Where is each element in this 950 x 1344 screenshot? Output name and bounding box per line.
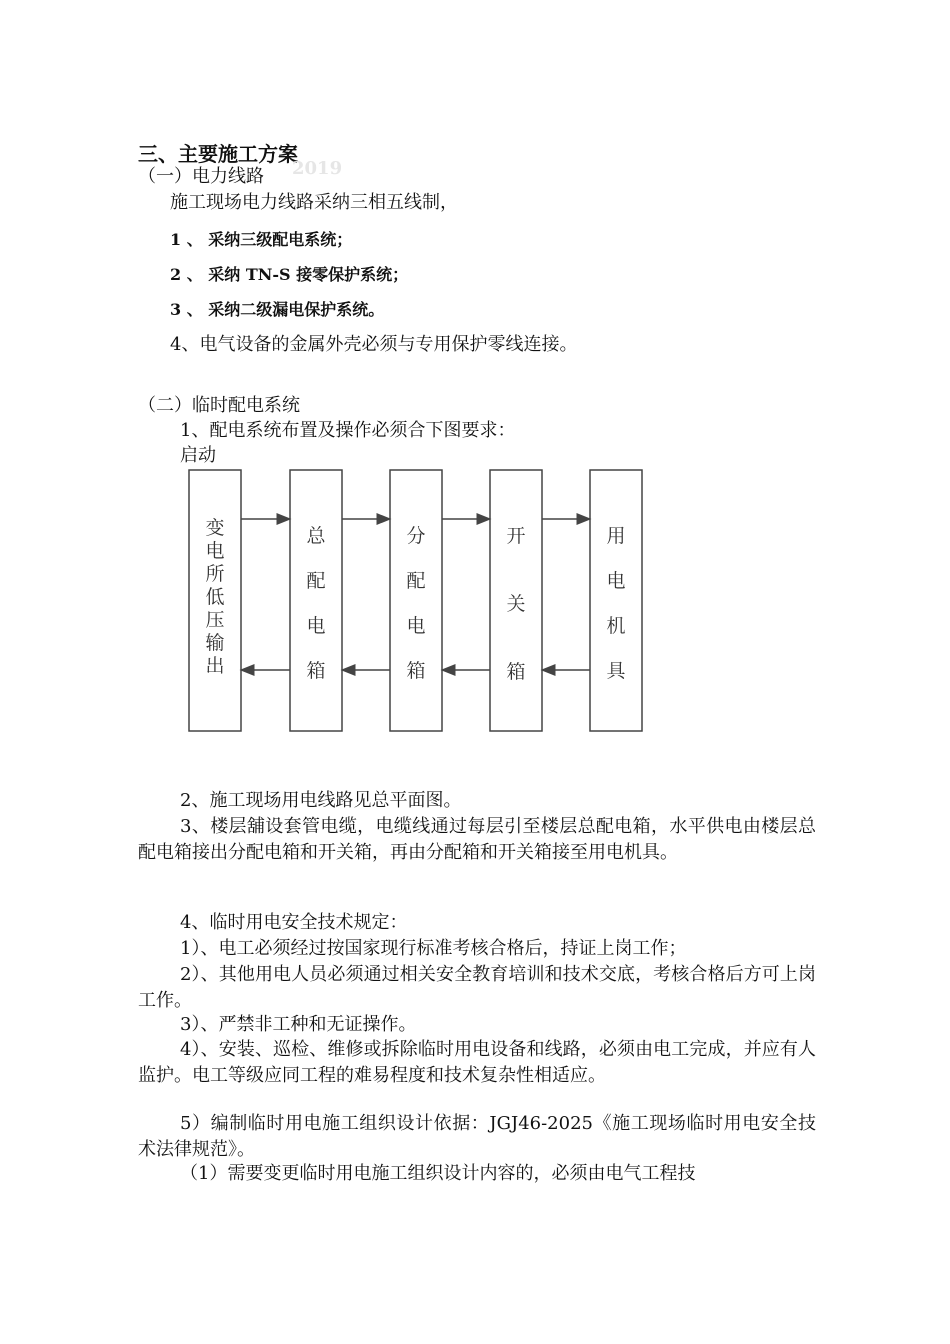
temp-heading: （二）临时配电系统	[138, 395, 300, 416]
section-title: 三、主要施工方案	[138, 142, 298, 166]
para-3: 3、楼层舖设套管电缆，电缆线通过每层引至楼层总配电箱，水平供电由楼层总配电箱接出分配电箱和开关箱，再由分配箱和开关箱接至用电机具。	[138, 816, 816, 863]
box-label-sub-distribution: 分配电箱	[406, 525, 426, 682]
rule-2: 2）、其他用电人员必须通过相关安全教育培训和技术交底，考核合格后方可上岗工作。	[138, 964, 816, 1011]
power-item-2: 2 、 采纳 TN-S 接零保护系统；	[170, 265, 409, 284]
power-heading: （一）电力线路	[138, 166, 264, 187]
power-item-4: 4、电气设备的金属外壳必须与专用保护零线连接。	[170, 334, 578, 355]
box-equipment	[590, 470, 642, 731]
power-intro: 施工现场电力线路采纳三相五线制，	[170, 192, 458, 213]
para-2: 2、施工现场用电线路见总平面图。	[180, 790, 462, 811]
rule-1: 1）、电工必须经过按国家现行标准考核合格后，持证上岗工作；	[180, 938, 687, 959]
box-label-switch-box: 开关箱	[506, 525, 526, 683]
para-4-heading: 4、临时用电安全技术规定：	[180, 912, 408, 933]
rule-4: 4）、安装、巡检、维修或拆除临时用电设备和线路，必须由电工完成，并应有人监护。电工等级应同工程的难易程度和技术复杂性相适应。	[138, 1039, 816, 1086]
watermark: 2019	[292, 158, 343, 179]
box-label-transformer-output: 变电所低压输出	[205, 517, 225, 677]
box-sub-distribution	[390, 470, 442, 731]
box-label-equipment: 用电机具	[606, 525, 626, 682]
rule-6: （1）需要变更临时用电施工组织设计内容的，必须由电气工程技	[180, 1163, 696, 1184]
box-main-distribution	[290, 470, 342, 731]
rule-3: 3）、严禁非工种和无证操作。	[180, 1014, 417, 1035]
power-item-3: 3 、 采纳二级漏电保护系统。	[170, 300, 385, 319]
temp-p1: 1、配电系统布置及操作必须合下图要求：	[180, 420, 516, 441]
box-label-main-distribution: 总配电箱	[306, 525, 326, 682]
rule-5: 5）编制临时用电施工组织设计依据：JGJ46-2025《施工现场临时用电安全技术法律规范》。	[138, 1113, 816, 1160]
power-item-1: 1 、 采纳三级配电系统；	[170, 230, 353, 249]
start-label: 启动	[180, 445, 216, 466]
